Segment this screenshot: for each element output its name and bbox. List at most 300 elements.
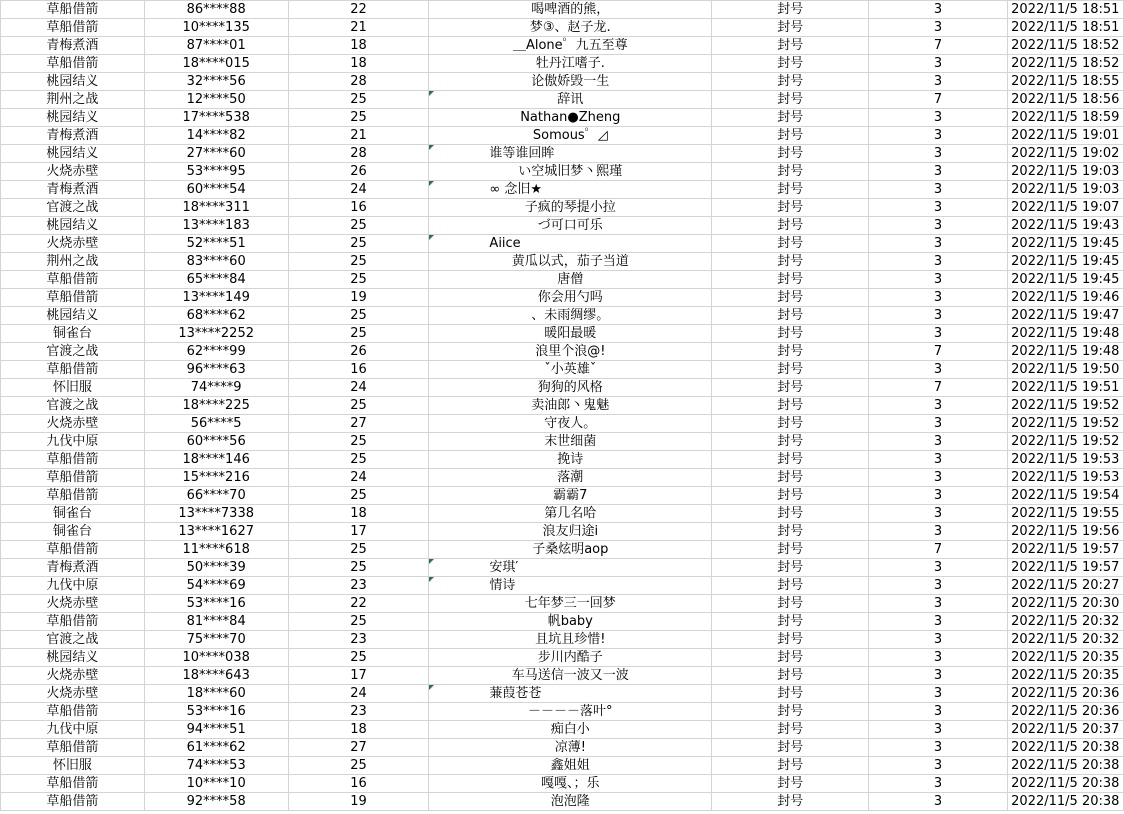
time-cell[interactable]: 2022/11/5 20:30 <box>1007 595 1123 613</box>
level-cell[interactable]: 27 <box>288 739 429 757</box>
account-cell[interactable]: 83****60 <box>144 253 288 271</box>
server-cell[interactable]: 九伐中原 <box>1 433 145 451</box>
action-cell[interactable]: 封号 <box>712 667 869 685</box>
time-cell[interactable]: 2022/11/5 18:59 <box>1007 109 1123 127</box>
server-cell[interactable]: 桃园结义 <box>1 145 145 163</box>
server-cell[interactable]: 桃园结义 <box>1 649 145 667</box>
level-cell[interactable]: 25 <box>288 271 429 289</box>
account-cell[interactable]: 53****16 <box>144 703 288 721</box>
time-cell[interactable]: 2022/11/5 18:56 <box>1007 91 1123 109</box>
time-cell[interactable]: 2022/11/5 19:55 <box>1007 505 1123 523</box>
days-cell[interactable]: 3 <box>869 631 1007 649</box>
time-cell[interactable]: 2022/11/5 19:51 <box>1007 379 1123 397</box>
level-cell[interactable]: 22 <box>288 1 429 19</box>
account-cell[interactable]: 74****53 <box>144 757 288 775</box>
days-cell[interactable]: 3 <box>869 721 1007 739</box>
time-cell[interactable]: 2022/11/5 19:52 <box>1007 433 1123 451</box>
account-cell[interactable]: 18****146 <box>144 451 288 469</box>
server-cell[interactable]: 草船借箭 <box>1 469 145 487</box>
time-cell[interactable]: 2022/11/5 19:45 <box>1007 253 1123 271</box>
nickname-cell[interactable]: 浪里个浪@! <box>429 343 712 361</box>
level-cell[interactable]: 25 <box>288 325 429 343</box>
action-cell[interactable]: 封号 <box>712 379 869 397</box>
account-cell[interactable]: 62****99 <box>144 343 288 361</box>
days-cell[interactable]: 3 <box>869 181 1007 199</box>
days-cell[interactable]: 7 <box>869 91 1007 109</box>
nickname-cell[interactable]: づ可口可乐 <box>429 217 712 235</box>
server-cell[interactable]: 官渡之战 <box>1 631 145 649</box>
action-cell[interactable]: 封号 <box>712 649 869 667</box>
level-cell[interactable]: 25 <box>288 487 429 505</box>
action-cell[interactable]: 封号 <box>712 19 869 37</box>
server-cell[interactable]: 荆州之战 <box>1 253 145 271</box>
account-cell[interactable]: 53****95 <box>144 163 288 181</box>
nickname-cell[interactable]: 牡丹江嗜子. <box>429 55 712 73</box>
level-cell[interactable]: 19 <box>288 289 429 307</box>
time-cell[interactable]: 2022/11/5 19:02 <box>1007 145 1123 163</box>
time-cell[interactable]: 2022/11/5 19:07 <box>1007 199 1123 217</box>
action-cell[interactable]: 封号 <box>712 613 869 631</box>
days-cell[interactable]: 3 <box>869 307 1007 325</box>
nickname-cell[interactable]: Nathan●Zheng <box>429 109 712 127</box>
account-cell[interactable]: 13****1627 <box>144 523 288 541</box>
server-cell[interactable]: 火烧赤壁 <box>1 415 145 433</box>
level-cell[interactable]: 25 <box>288 397 429 415</box>
level-cell[interactable]: 22 <box>288 595 429 613</box>
server-cell[interactable]: 草船借箭 <box>1 703 145 721</box>
server-cell[interactable]: 官渡之战 <box>1 199 145 217</box>
account-cell[interactable]: 13****7338 <box>144 505 288 523</box>
days-cell[interactable]: 3 <box>869 649 1007 667</box>
server-cell[interactable]: 桃园结义 <box>1 109 145 127</box>
days-cell[interactable]: 3 <box>869 523 1007 541</box>
server-cell[interactable]: 铜雀台 <box>1 523 145 541</box>
account-cell[interactable]: 74****9 <box>144 379 288 397</box>
account-cell[interactable]: 18****60 <box>144 685 288 703</box>
action-cell[interactable]: 封号 <box>712 1 869 19</box>
server-cell[interactable]: 草船借箭 <box>1 289 145 307</box>
server-cell[interactable]: 草船借箭 <box>1 271 145 289</box>
level-cell[interactable]: 25 <box>288 433 429 451</box>
action-cell[interactable]: 封号 <box>712 361 869 379</box>
level-cell[interactable]: 25 <box>288 235 429 253</box>
nickname-cell[interactable]: 子疯的琴提小拉 <box>429 199 712 217</box>
server-cell[interactable]: 草船借箭 <box>1 541 145 559</box>
days-cell[interactable]: 3 <box>869 739 1007 757</box>
time-cell[interactable]: 2022/11/5 18:51 <box>1007 1 1123 19</box>
nickname-cell[interactable]: 梦③、赵子龙. <box>429 19 712 37</box>
account-cell[interactable]: 61****62 <box>144 739 288 757</box>
nickname-cell[interactable]: 七年梦三一回梦 <box>429 595 712 613</box>
action-cell[interactable]: 封号 <box>712 631 869 649</box>
action-cell[interactable]: 封号 <box>712 577 869 595</box>
days-cell[interactable]: 3 <box>869 145 1007 163</box>
nickname-cell[interactable]: 情诗 <box>429 577 712 595</box>
server-cell[interactable]: 草船借箭 <box>1 613 145 631</box>
action-cell[interactable]: 封号 <box>712 685 869 703</box>
action-cell[interactable]: 封号 <box>712 127 869 145</box>
days-cell[interactable]: 3 <box>869 559 1007 577</box>
level-cell[interactable]: 18 <box>288 721 429 739</box>
account-cell[interactable]: 81****84 <box>144 613 288 631</box>
nickname-cell[interactable]: 、未雨绸缪。 <box>429 307 712 325</box>
account-cell[interactable]: 60****56 <box>144 433 288 451</box>
account-cell[interactable]: 13****2252 <box>144 325 288 343</box>
days-cell[interactable]: 3 <box>869 469 1007 487</box>
account-cell[interactable]: 13****183 <box>144 217 288 235</box>
action-cell[interactable]: 封号 <box>712 595 869 613</box>
days-cell[interactable]: 3 <box>869 595 1007 613</box>
nickname-cell[interactable]: 守夜人。 <box>429 415 712 433</box>
nickname-cell[interactable]: 挽诗 <box>429 451 712 469</box>
days-cell[interactable]: 3 <box>869 757 1007 775</box>
nickname-cell[interactable]: 步川内酷子 <box>429 649 712 667</box>
level-cell[interactable]: 25 <box>288 559 429 577</box>
server-cell[interactable]: 桃园结义 <box>1 73 145 91</box>
action-cell[interactable]: 封号 <box>712 217 869 235</box>
level-cell[interactable]: 23 <box>288 631 429 649</box>
level-cell[interactable]: 21 <box>288 127 429 145</box>
time-cell[interactable]: 2022/11/5 20:38 <box>1007 793 1123 811</box>
days-cell[interactable]: 3 <box>869 793 1007 811</box>
server-cell[interactable]: 荆州之战 <box>1 91 145 109</box>
nickname-cell[interactable]: Somous゜◿ <box>429 127 712 145</box>
nickname-cell[interactable]: 狗狗的风格 <box>429 379 712 397</box>
days-cell[interactable]: 3 <box>869 397 1007 415</box>
nickname-cell[interactable]: 且坑且珍惜! <box>429 631 712 649</box>
nickname-cell[interactable]: 浪友归途i <box>429 523 712 541</box>
action-cell[interactable]: 封号 <box>712 469 869 487</box>
level-cell[interactable]: 23 <box>288 703 429 721</box>
action-cell[interactable]: 封号 <box>712 451 869 469</box>
server-cell[interactable]: 火烧赤壁 <box>1 163 145 181</box>
nickname-cell[interactable]: 帆baby <box>429 613 712 631</box>
action-cell[interactable]: 封号 <box>712 505 869 523</box>
days-cell[interactable]: 3 <box>869 217 1007 235</box>
days-cell[interactable]: 3 <box>869 271 1007 289</box>
time-cell[interactable]: 2022/11/5 20:35 <box>1007 649 1123 667</box>
days-cell[interactable]: 3 <box>869 361 1007 379</box>
days-cell[interactable]: 3 <box>869 433 1007 451</box>
level-cell[interactable]: 25 <box>288 613 429 631</box>
days-cell[interactable]: 3 <box>869 415 1007 433</box>
level-cell[interactable]: 19 <box>288 793 429 811</box>
level-cell[interactable]: 25 <box>288 649 429 667</box>
nickname-cell[interactable]: 谁等谁回眸 <box>429 145 712 163</box>
action-cell[interactable]: 封号 <box>712 541 869 559</box>
time-cell[interactable]: 2022/11/5 18:52 <box>1007 37 1123 55</box>
days-cell[interactable]: 3 <box>869 109 1007 127</box>
server-cell[interactable]: 桃园结义 <box>1 217 145 235</box>
days-cell[interactable]: 3 <box>869 289 1007 307</box>
level-cell[interactable]: 26 <box>288 343 429 361</box>
account-cell[interactable]: 65****84 <box>144 271 288 289</box>
server-cell[interactable]: 青梅煮酒 <box>1 181 145 199</box>
nickname-cell[interactable]: Aiice <box>429 235 712 253</box>
time-cell[interactable]: 2022/11/5 20:32 <box>1007 613 1123 631</box>
nickname-cell[interactable]: 喝啤酒的熊， <box>429 1 712 19</box>
server-cell[interactable]: 怀旧服 <box>1 379 145 397</box>
nickname-cell[interactable]: ＿Alone゜九五至尊 <box>429 37 712 55</box>
days-cell[interactable]: 3 <box>869 127 1007 145</box>
nickname-cell[interactable]: 辞讯 <box>429 91 712 109</box>
level-cell[interactable]: 23 <box>288 577 429 595</box>
server-cell[interactable]: 草船借箭 <box>1 793 145 811</box>
account-cell[interactable]: 68****62 <box>144 307 288 325</box>
account-cell[interactable]: 18****015 <box>144 55 288 73</box>
nickname-cell[interactable]: －－－－落叶° <box>429 703 712 721</box>
account-cell[interactable]: 52****51 <box>144 235 288 253</box>
server-cell[interactable]: 怀旧服 <box>1 757 145 775</box>
account-cell[interactable]: 10****038 <box>144 649 288 667</box>
time-cell[interactable]: 2022/11/5 19:43 <box>1007 217 1123 235</box>
nickname-cell[interactable]: 鑫姐姐 <box>429 757 712 775</box>
time-cell[interactable]: 2022/11/5 19:48 <box>1007 343 1123 361</box>
account-cell[interactable]: 66****70 <box>144 487 288 505</box>
time-cell[interactable]: 2022/11/5 20:38 <box>1007 775 1123 793</box>
account-cell[interactable]: 50****39 <box>144 559 288 577</box>
level-cell[interactable]: 17 <box>288 523 429 541</box>
time-cell[interactable]: 2022/11/5 19:56 <box>1007 523 1123 541</box>
time-cell[interactable]: 2022/11/5 19:53 <box>1007 469 1123 487</box>
account-cell[interactable]: 96****63 <box>144 361 288 379</box>
server-cell[interactable]: 铜雀台 <box>1 325 145 343</box>
time-cell[interactable]: 2022/11/5 20:38 <box>1007 739 1123 757</box>
level-cell[interactable]: 28 <box>288 145 429 163</box>
level-cell[interactable]: 25 <box>288 307 429 325</box>
action-cell[interactable]: 封号 <box>712 433 869 451</box>
time-cell[interactable]: 2022/11/5 18:52 <box>1007 55 1123 73</box>
account-cell[interactable]: 92****58 <box>144 793 288 811</box>
level-cell[interactable]: 18 <box>288 37 429 55</box>
level-cell[interactable]: 25 <box>288 217 429 235</box>
level-cell[interactable]: 25 <box>288 541 429 559</box>
time-cell[interactable]: 2022/11/5 20:36 <box>1007 703 1123 721</box>
server-cell[interactable]: 草船借箭 <box>1 487 145 505</box>
action-cell[interactable]: 封号 <box>712 73 869 91</box>
level-cell[interactable]: 16 <box>288 775 429 793</box>
days-cell[interactable]: 3 <box>869 667 1007 685</box>
days-cell[interactable]: 3 <box>869 325 1007 343</box>
days-cell[interactable]: 3 <box>869 505 1007 523</box>
nickname-cell[interactable]: 第几名哈 <box>429 505 712 523</box>
time-cell[interactable]: 2022/11/5 19:52 <box>1007 397 1123 415</box>
server-cell[interactable]: 九伐中原 <box>1 721 145 739</box>
days-cell[interactable]: 3 <box>869 235 1007 253</box>
days-cell[interactable]: 3 <box>869 1 1007 19</box>
action-cell[interactable]: 封号 <box>712 163 869 181</box>
level-cell[interactable]: 25 <box>288 91 429 109</box>
days-cell[interactable]: 3 <box>869 199 1007 217</box>
level-cell[interactable]: 16 <box>288 361 429 379</box>
action-cell[interactable]: 封号 <box>712 289 869 307</box>
server-cell[interactable]: 官渡之战 <box>1 343 145 361</box>
days-cell[interactable]: 3 <box>869 613 1007 631</box>
action-cell[interactable]: 封号 <box>712 253 869 271</box>
level-cell[interactable]: 26 <box>288 163 429 181</box>
days-cell[interactable]: 3 <box>869 775 1007 793</box>
action-cell[interactable]: 封号 <box>712 307 869 325</box>
action-cell[interactable]: 封号 <box>712 703 869 721</box>
days-cell[interactable]: 7 <box>869 37 1007 55</box>
action-cell[interactable]: 封号 <box>712 271 869 289</box>
days-cell[interactable]: 3 <box>869 451 1007 469</box>
account-cell[interactable]: 18****643 <box>144 667 288 685</box>
time-cell[interactable]: 2022/11/5 20:36 <box>1007 685 1123 703</box>
level-cell[interactable]: 17 <box>288 667 429 685</box>
server-cell[interactable]: 火烧赤壁 <box>1 235 145 253</box>
action-cell[interactable]: 封号 <box>712 109 869 127</box>
time-cell[interactable]: 2022/11/5 20:32 <box>1007 631 1123 649</box>
server-cell[interactable]: 草船借箭 <box>1 775 145 793</box>
days-cell[interactable]: 3 <box>869 73 1007 91</box>
days-cell[interactable]: 7 <box>869 343 1007 361</box>
nickname-cell[interactable]: 嘎嘎、；乐 <box>429 775 712 793</box>
days-cell[interactable]: 3 <box>869 163 1007 181</box>
account-cell[interactable]: 15****216 <box>144 469 288 487</box>
time-cell[interactable]: 2022/11/5 19:50 <box>1007 361 1123 379</box>
level-cell[interactable]: 25 <box>288 109 429 127</box>
account-cell[interactable]: 10****10 <box>144 775 288 793</box>
days-cell[interactable]: 7 <box>869 541 1007 559</box>
account-cell[interactable]: 18****311 <box>144 199 288 217</box>
days-cell[interactable]: 3 <box>869 703 1007 721</box>
server-cell[interactable]: 九伐中原 <box>1 577 145 595</box>
time-cell[interactable]: 2022/11/5 18:55 <box>1007 73 1123 91</box>
account-cell[interactable]: 11****618 <box>144 541 288 559</box>
level-cell[interactable]: 18 <box>288 505 429 523</box>
action-cell[interactable]: 封号 <box>712 757 869 775</box>
account-cell[interactable]: 53****16 <box>144 595 288 613</box>
time-cell[interactable]: 2022/11/5 19:48 <box>1007 325 1123 343</box>
days-cell[interactable]: 3 <box>869 19 1007 37</box>
level-cell[interactable]: 24 <box>288 685 429 703</box>
nickname-cell[interactable]: 霸霸7 <box>429 487 712 505</box>
time-cell[interactable]: 2022/11/5 19:03 <box>1007 181 1123 199</box>
server-cell[interactable]: 青梅煮酒 <box>1 559 145 577</box>
server-cell[interactable]: 青梅煮酒 <box>1 37 145 55</box>
time-cell[interactable]: 2022/11/5 19:45 <box>1007 271 1123 289</box>
action-cell[interactable]: 封号 <box>712 325 869 343</box>
nickname-cell[interactable]: 安琪′ <box>429 559 712 577</box>
action-cell[interactable]: 封号 <box>712 343 869 361</box>
server-cell[interactable]: 草船借箭 <box>1 1 145 19</box>
action-cell[interactable]: 封号 <box>712 91 869 109</box>
account-cell[interactable]: 12****50 <box>144 91 288 109</box>
time-cell[interactable]: 2022/11/5 18:51 <box>1007 19 1123 37</box>
time-cell[interactable]: 2022/11/5 19:47 <box>1007 307 1123 325</box>
server-cell[interactable]: 火烧赤壁 <box>1 595 145 613</box>
action-cell[interactable]: 封号 <box>712 739 869 757</box>
time-cell[interactable]: 2022/11/5 19:03 <box>1007 163 1123 181</box>
time-cell[interactable]: 2022/11/5 20:35 <box>1007 667 1123 685</box>
action-cell[interactable]: 封号 <box>712 559 869 577</box>
server-cell[interactable]: 草船借箭 <box>1 19 145 37</box>
time-cell[interactable]: 2022/11/5 20:38 <box>1007 757 1123 775</box>
time-cell[interactable]: 2022/11/5 19:54 <box>1007 487 1123 505</box>
time-cell[interactable]: 2022/11/5 19:57 <box>1007 559 1123 577</box>
account-cell[interactable]: 56****5 <box>144 415 288 433</box>
time-cell[interactable]: 2022/11/5 19:53 <box>1007 451 1123 469</box>
level-cell[interactable]: 25 <box>288 451 429 469</box>
action-cell[interactable]: 封号 <box>712 181 869 199</box>
nickname-cell[interactable]: ∞ 念旧★ <box>429 181 712 199</box>
server-cell[interactable]: 草船借箭 <box>1 361 145 379</box>
server-cell[interactable]: 官渡之战 <box>1 397 145 415</box>
action-cell[interactable]: 封号 <box>712 145 869 163</box>
nickname-cell[interactable]: 子桑炫明aop <box>429 541 712 559</box>
days-cell[interactable]: 3 <box>869 685 1007 703</box>
account-cell[interactable]: 75****70 <box>144 631 288 649</box>
server-cell[interactable]: 草船借箭 <box>1 451 145 469</box>
account-cell[interactable]: 18****225 <box>144 397 288 415</box>
days-cell[interactable]: 3 <box>869 487 1007 505</box>
action-cell[interactable]: 封号 <box>712 487 869 505</box>
account-cell[interactable]: 54****69 <box>144 577 288 595</box>
nickname-cell[interactable]: い空城旧梦丶熙瑾 <box>429 163 712 181</box>
nickname-cell[interactable]: 唐僧 <box>429 271 712 289</box>
nickname-cell[interactable]: ˇ小英雄ˇ <box>429 361 712 379</box>
nickname-cell[interactable]: 泡泡隆 <box>429 793 712 811</box>
action-cell[interactable]: 封号 <box>712 793 869 811</box>
level-cell[interactable]: 16 <box>288 199 429 217</box>
level-cell[interactable]: 24 <box>288 469 429 487</box>
nickname-cell[interactable]: 你会用勺吗 <box>429 289 712 307</box>
account-cell[interactable]: 27****60 <box>144 145 288 163</box>
nickname-cell[interactable]: 痴白小 <box>429 721 712 739</box>
nickname-cell[interactable]: 落潮 <box>429 469 712 487</box>
nickname-cell[interactable]: 凉薄! <box>429 739 712 757</box>
level-cell[interactable]: 21 <box>288 19 429 37</box>
level-cell[interactable]: 28 <box>288 73 429 91</box>
account-cell[interactable]: 60****54 <box>144 181 288 199</box>
server-cell[interactable]: 草船借箭 <box>1 739 145 757</box>
action-cell[interactable]: 封号 <box>712 415 869 433</box>
action-cell[interactable]: 封号 <box>712 397 869 415</box>
account-cell[interactable]: 17****538 <box>144 109 288 127</box>
level-cell[interactable]: 25 <box>288 253 429 271</box>
account-cell[interactable]: 87****01 <box>144 37 288 55</box>
nickname-cell[interactable]: 卖油郎丶鬼魅 <box>429 397 712 415</box>
level-cell[interactable]: 24 <box>288 379 429 397</box>
account-cell[interactable]: 13****149 <box>144 289 288 307</box>
server-cell[interactable]: 铜雀台 <box>1 505 145 523</box>
time-cell[interactable]: 2022/11/5 19:52 <box>1007 415 1123 433</box>
server-cell[interactable]: 青梅煮酒 <box>1 127 145 145</box>
action-cell[interactable]: 封号 <box>712 721 869 739</box>
nickname-cell[interactable]: 黄瓜以式，茄子当道 <box>429 253 712 271</box>
account-cell[interactable]: 86****88 <box>144 1 288 19</box>
nickname-cell[interactable]: 末世细菌 <box>429 433 712 451</box>
days-cell[interactable]: 7 <box>869 379 1007 397</box>
action-cell[interactable]: 封号 <box>712 55 869 73</box>
days-cell[interactable]: 3 <box>869 253 1007 271</box>
account-cell[interactable]: 32****56 <box>144 73 288 91</box>
server-cell[interactable]: 火烧赤壁 <box>1 667 145 685</box>
level-cell[interactable]: 24 <box>288 181 429 199</box>
level-cell[interactable]: 27 <box>288 415 429 433</box>
days-cell[interactable]: 3 <box>869 55 1007 73</box>
nickname-cell[interactable]: 蒹葭苍苍 <box>429 685 712 703</box>
nickname-cell[interactable]: 论傲娇毁一生 <box>429 73 712 91</box>
server-cell[interactable]: 火烧赤壁 <box>1 685 145 703</box>
nickname-cell[interactable]: 车马送信一波又一波 <box>429 667 712 685</box>
time-cell[interactable]: 2022/11/5 19:46 <box>1007 289 1123 307</box>
time-cell[interactable]: 2022/11/5 19:57 <box>1007 541 1123 559</box>
action-cell[interactable]: 封号 <box>712 199 869 217</box>
server-cell[interactable]: 桃园结义 <box>1 307 145 325</box>
days-cell[interactable]: 3 <box>869 577 1007 595</box>
